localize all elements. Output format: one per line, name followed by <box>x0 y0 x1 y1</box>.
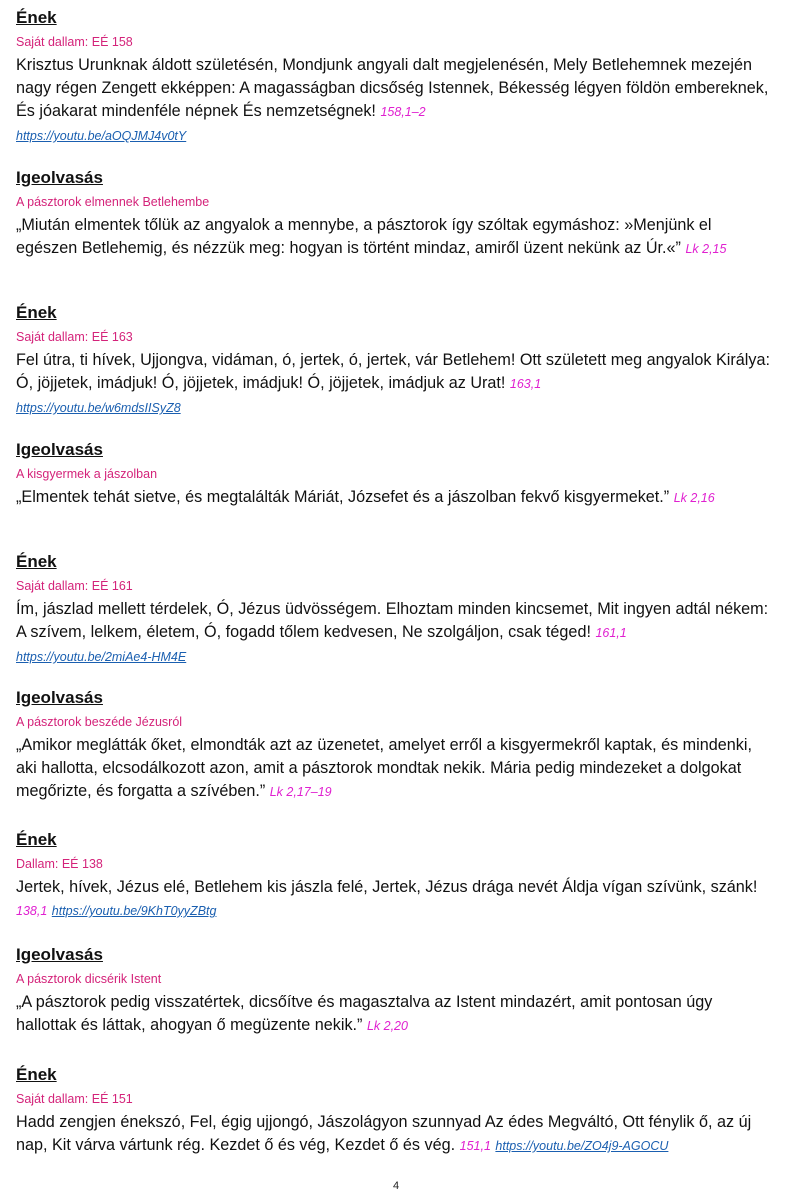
section-heading: Ének <box>16 8 57 27</box>
bible-text: „Miután elmentek tőlük az angyalok a mennybe, a pásztorok így szóltak egymáshoz: »Menjünk el egészen Betlehemig, és nézzük meg: hogyan is történt mindaz, amiről üzent nekünk az Úr.«” <box>16 216 712 257</box>
section-song-2 <box>16 303 772 420</box>
bible-reference: Lk 2,16 <box>673 491 715 505</box>
section-subtitle: A pásztorok beszéde Jézusról <box>16 715 183 729</box>
section-heading: Igeolvasás <box>16 688 103 707</box>
section-subtitle: Saját dallam: EÉ 151 <box>16 1092 133 1106</box>
section-subtitle: A pásztorok elmennek Betlehembe <box>16 195 210 209</box>
section-heading: Igeolvasás <box>16 168 103 187</box>
section-subtitle: A kisgyermek a jászolban <box>16 467 158 481</box>
section-text <box>16 1111 772 1158</box>
section-text <box>16 349 772 420</box>
section-subtitle: Saját dallam: EÉ 158 <box>16 35 133 49</box>
lyrics-text: Jertek, hívek, Jézus elé, Betlehem kis jászla felé, Jertek, Jézus drága nevét Áldja vígan szívünk, szánk! <box>16 878 758 896</box>
bible-reference: Lk 2,17–19 <box>269 785 332 799</box>
section-text <box>16 876 772 923</box>
section-text <box>16 214 772 261</box>
section-heading: Ének <box>16 830 57 849</box>
youtube-link[interactable]: https://youtu.be/2miAe4-HM4E <box>16 650 187 664</box>
section-song-4 <box>16 830 772 923</box>
bible-reference: Lk 2,15 <box>685 242 727 256</box>
section-text <box>16 991 772 1038</box>
bible-text: „Elmentek tehát sietve, és megtalálták Máriát, Józsefet és a jászolban fekvő kisgyermeket.” <box>16 488 670 506</box>
lyrics-text: Ím, jászlad mellett térdelek, Ó, Jézus üdvösségem. Elhoztam minden kincsemet, Mit ingyen adtál nékem: A szívem, lelkem, életem, Ó, fogadd tőlem kedvesen, Ne szolgáljon, csak téged! <box>16 600 769 641</box>
section-reading-3 <box>16 688 772 804</box>
section-heading: Ének <box>16 303 57 322</box>
section-song-3 <box>16 552 772 669</box>
section-song-5 <box>16 1065 772 1158</box>
bible-text: „Amikor meglátták őket, elmondták azt az üzenetet, amelyet erről a kisgyermekről kaptak, és mindenki, aki hallotta, elcsodálkozott azon, amit a pásztorok mondtak nekik. Mária pedig mindezeket a dolgokat megőrizte, és forgatta a szívében.” <box>16 736 752 800</box>
section-song-1 <box>16 8 772 148</box>
bible-reference: Lk 2,20 <box>366 1019 408 1033</box>
section-text <box>16 486 772 510</box>
lyrics-text: Hadd zengjen énekszó, Fel, égig ujjongó, Jászolágyon szunnyad Az édes Megváltó, Ott fénylik ő, az új nap, Kit várva vártunk rég. Kezdet ő és vég, Kezdet ő és vég. <box>16 1113 752 1154</box>
section-subtitle: Saját dallam: EÉ 161 <box>16 579 133 593</box>
page-number: 4 <box>392 1180 400 1192</box>
hymn-reference: 151,1 <box>459 1139 491 1153</box>
section-reading-4 <box>16 945 772 1038</box>
section-heading: Igeolvasás <box>16 440 103 459</box>
section-subtitle: Dallam: EÉ 138 <box>16 857 103 871</box>
bible-text: „A pásztorok pedig visszatértek, dicsőítve és magasztalva az Istent mindazért, amit pontosan úgy hallottak és láttak, ahogyan ő megüzente nekik.” <box>16 993 713 1034</box>
youtube-link[interactable]: https://youtu.be/w6mdsIISyZ8 <box>16 401 181 415</box>
lyrics-text: Krisztus Urunknak áldott születésén, Mondjunk angyali dalt megjelenésén, Mely Betlehemnek mezején nagy régen Zengett ekképpen: A magasságban dicsőség Istennek, Békesség légyen földön embereknek, És jóakarat mindenféle népnek És nemzetségnek! <box>16 56 769 120</box>
hymn-reference: 163,1 <box>509 377 542 391</box>
section-reading-1 <box>16 168 772 261</box>
section-text <box>16 54 772 148</box>
section-text <box>16 734 772 804</box>
section-subtitle: Saját dallam: EÉ 163 <box>16 330 133 344</box>
hymn-reference: 161,1 <box>595 626 627 640</box>
section-subtitle: A pásztorok dicsérik Istent <box>16 972 162 986</box>
section-heading: Ének <box>16 552 57 571</box>
section-heading: Igeolvasás <box>16 945 103 964</box>
hymn-reference: 158,1–2 <box>380 105 426 119</box>
section-text <box>16 598 772 669</box>
youtube-link[interactable]: https://youtu.be/aOQJMJ4v0tY <box>16 129 187 143</box>
youtube-link[interactable]: https://youtu.be/9KhT0yyZBtg <box>51 904 217 918</box>
youtube-link[interactable]: https://youtu.be/ZO4j9-AGOCU <box>495 1139 669 1153</box>
section-reading-2 <box>16 440 772 510</box>
lyrics-text: Fel útra, ti hívek, Ujjongva, vidáman, ó, jertek, ó, jertek, vár Betlehem! Ott született meg angyalok Királya: Ó, jöjjetek, imádjuk! Ó, jöjjetek, imádjuk! Ó, jöjjetek, imádjuk az Urat! <box>16 351 770 392</box>
hymn-reference: 138,1 <box>16 904 48 918</box>
section-heading: Ének <box>16 1065 57 1084</box>
